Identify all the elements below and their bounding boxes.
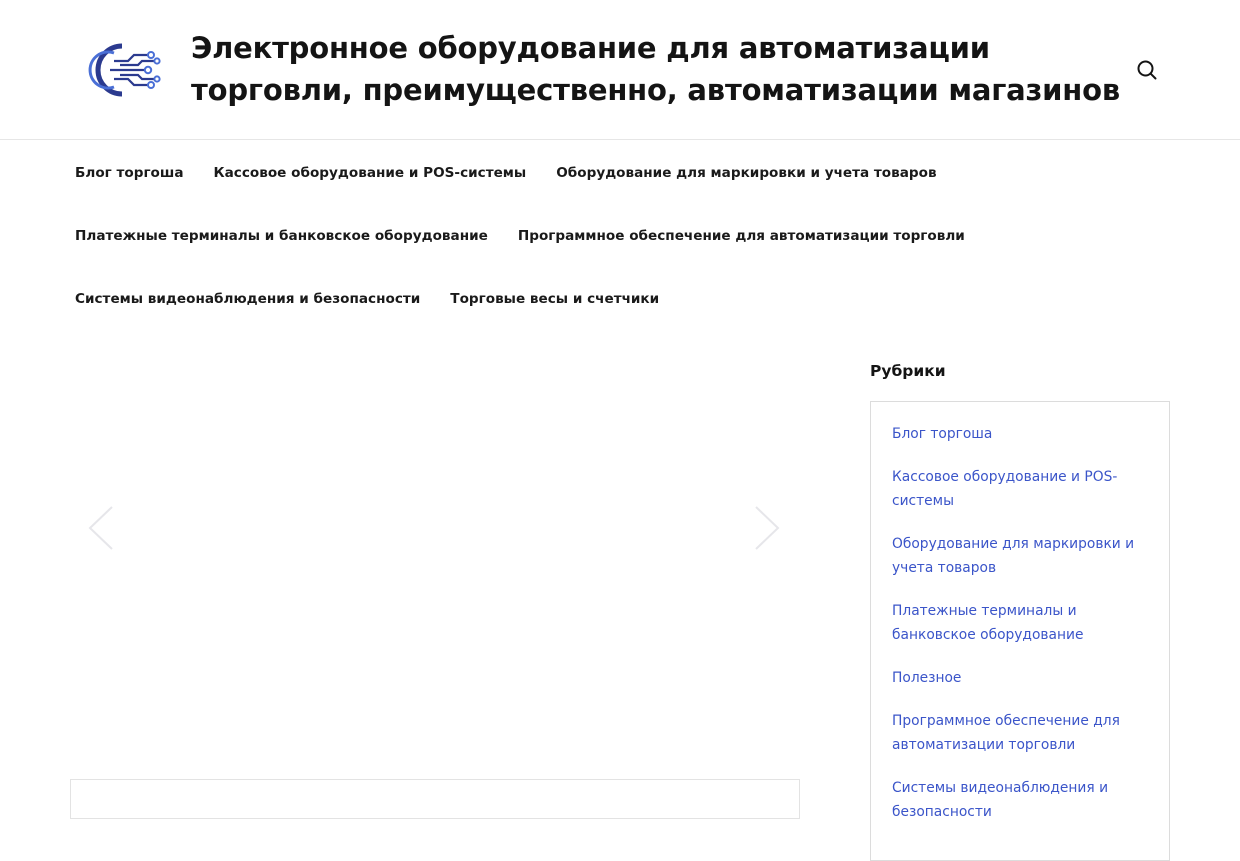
nav-item-payment-terminals[interactable]: Платежные терминалы и банковское оборудование xyxy=(75,227,488,244)
nav-item-software[interactable]: Программное обеспечение для автоматизации торговли xyxy=(517,227,965,244)
nav-row xyxy=(75,204,1175,267)
category-link[interactable]: Полезное xyxy=(892,670,962,686)
sidebar xyxy=(870,360,1170,861)
circuit-logo-icon[interactable] xyxy=(92,41,164,99)
nav-item-blog[interactable]: Блог торгоша xyxy=(75,164,184,181)
category-link[interactable]: Кассовое оборудование и POS-системы xyxy=(892,469,1118,509)
nav-item-video-security[interactable]: Системы видеонаблюдения и безопасности xyxy=(75,290,421,307)
category-link[interactable]: Блог торгоша xyxy=(892,426,993,442)
chevron-right-icon[interactable] xyxy=(752,505,782,551)
category-link[interactable]: Системы видеонаблюдения и безопасности xyxy=(892,780,1109,820)
category-link[interactable]: Программное обеспечение для автоматизации торговли xyxy=(892,713,1120,753)
nav-row xyxy=(75,267,1175,330)
categories-widget xyxy=(870,401,1170,861)
search-icon[interactable] xyxy=(1136,59,1158,81)
category-link[interactable]: Оборудование для маркировки и учета товаров xyxy=(892,536,1135,576)
widget-title-categories: Рубрики xyxy=(870,362,946,380)
nav-item-cash-equipment[interactable]: Кассовое оборудование и POS-системы xyxy=(213,164,527,181)
nav-row xyxy=(75,141,1175,204)
chevron-left-icon[interactable] xyxy=(86,505,116,551)
main-navigation xyxy=(75,141,1175,330)
category-link[interactable]: Платежные терминалы и банковское оборудование xyxy=(892,603,1084,643)
post-slider xyxy=(70,345,800,745)
site-title[interactable]: Электронное оборудование для автоматизации торговли, преимущественно, автоматизации магазинов xyxy=(191,31,1121,107)
nav-item-scales[interactable]: Торговые весы и счетчики xyxy=(450,290,660,307)
nav-item-marking-equipment[interactable]: Оборудование для маркировки и учета товаров xyxy=(556,164,937,181)
post-card xyxy=(70,779,800,819)
site-header xyxy=(0,0,1240,140)
